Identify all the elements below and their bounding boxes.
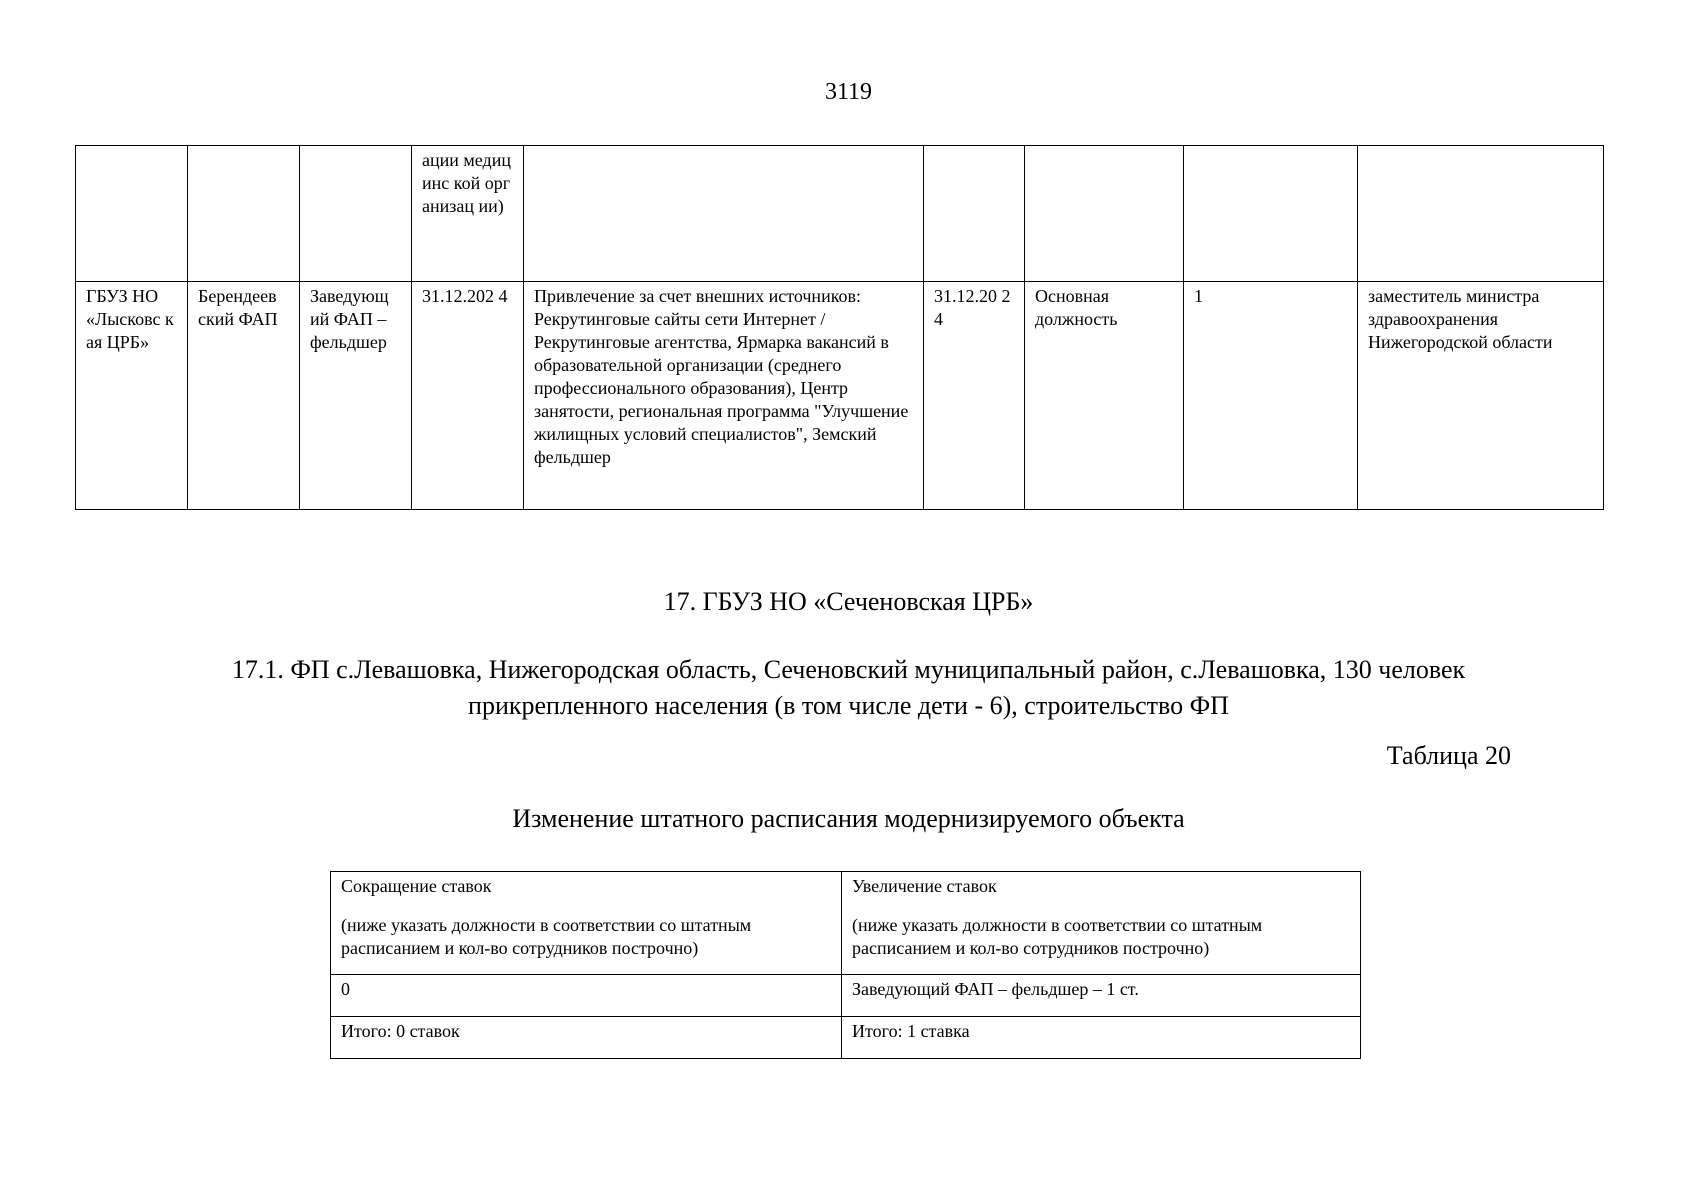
unit-cell: Берендеев ский ФАП	[188, 282, 300, 510]
measures-cell: Привлечение за счет внешних источников: Рекрутинговые сайты сети Интернет / Рекрутинговые агентства, Ярмарка вакансий в образовательной организации (среднего профессионального образования), Центр занятости, региональная программа "Улучшение жилищных условий специалистов", Земский фельдшер	[524, 282, 924, 510]
position-cell: Заведующ ий ФАП – фельдшер	[300, 282, 412, 510]
header-note: (ниже указать должности в соответствии со штатным расписанием и кол-во сотрудников построчно)	[341, 915, 752, 958]
table-cell	[924, 146, 1025, 282]
staffing-change-table	[330, 871, 1361, 1059]
table-label: Таблица 20	[1386, 741, 1511, 770]
header-note: (ниже указать должности в соответствии со штатным расписанием и кол-во сотрудников построчно)	[852, 915, 1263, 958]
table-cell	[1358, 146, 1604, 282]
staffing-plan-table	[75, 145, 1604, 510]
job-type-cell: Основная должность	[1025, 282, 1184, 510]
table-cell	[1025, 146, 1184, 282]
header-cell-reduction	[331, 872, 842, 975]
header-label: Увеличение ставок	[852, 876, 997, 896]
total-cell: Итого: 1 ставка	[842, 1017, 1361, 1059]
table-caption: Изменение штатного расписания модернизируемого объекта	[512, 804, 1185, 833]
organization-cell: ГБУЗ НО «Лысковс кая ЦРБ»	[76, 282, 188, 510]
table-cell: Заведующий ФАП – фельдшер – 1 ст.	[842, 975, 1361, 1017]
table-row	[76, 146, 1604, 282]
table-cell	[1184, 146, 1358, 282]
table-cell	[524, 146, 924, 282]
deadline-cell: 31.12.20 24	[924, 282, 1025, 510]
total-cell: Итого: 0 ставок	[331, 1017, 842, 1059]
table-cell	[76, 146, 188, 282]
page-number: 3119	[824, 79, 873, 105]
header-label: Сокращение ставок	[341, 876, 492, 896]
subsection-title: 17.1. ФП с.Левашовка, Нижегородская область, Сеченовский муниципальный район, с.Левашовка, 130 человек прикрепленного населения (в том числе дети - 6), строительство ФП	[231, 655, 1466, 720]
table-cell	[188, 146, 300, 282]
table-row	[331, 975, 1361, 1017]
date-cell: 31.12.202 4	[412, 282, 524, 510]
table-cell: ации медицинс кой организац ии)	[412, 146, 524, 282]
section-title: 17. ГБУЗ НО «Сеченовская ЦРБ»	[663, 587, 1034, 616]
table-cell	[300, 146, 412, 282]
table-cell: 0	[331, 975, 842, 1017]
table-row	[76, 282, 1604, 510]
table-total-row	[331, 1017, 1361, 1059]
count-cell: 1	[1184, 282, 1358, 510]
table-header-row	[331, 872, 1361, 975]
responsible-cell: заместитель министра здравоохранения Нижегородской области	[1358, 282, 1604, 510]
header-cell-increase	[842, 872, 1361, 975]
